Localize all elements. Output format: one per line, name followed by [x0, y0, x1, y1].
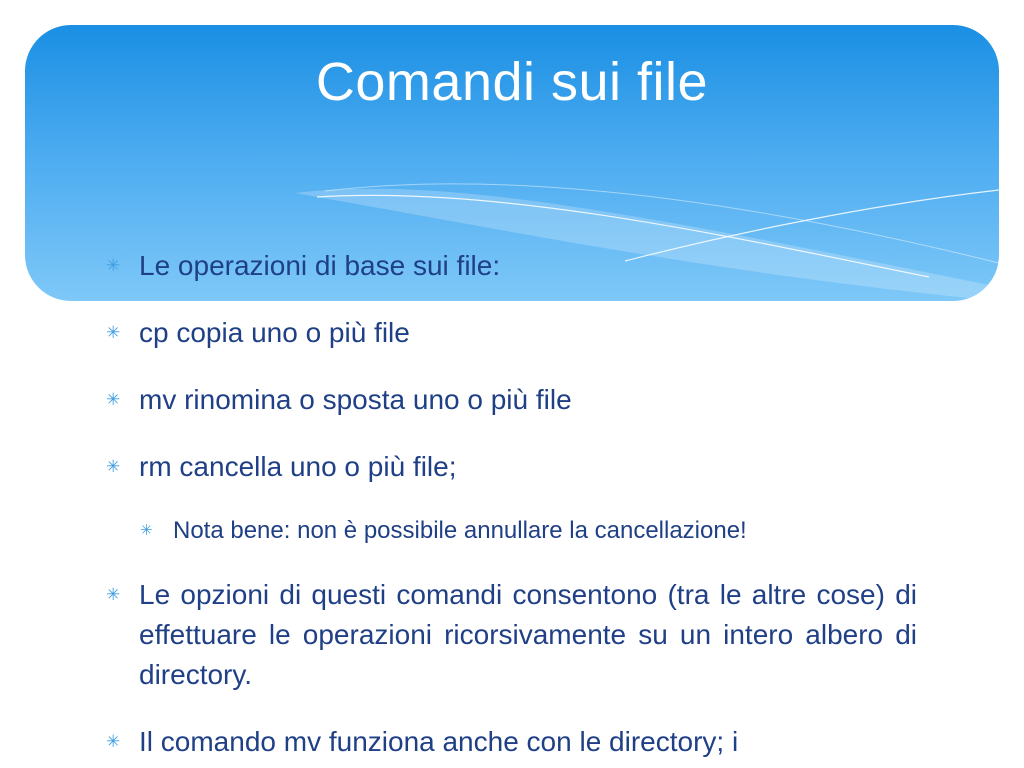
bullet-marker-icon: ✳ [106, 585, 121, 604]
bullet-item [106, 313, 917, 353]
bullet-text: rm cancella uno o più file; [139, 451, 457, 482]
bullet-item [106, 380, 917, 420]
bullet-marker-icon: ✳ [140, 522, 153, 539]
bullet-text: Le operazioni di base sui file: [139, 250, 501, 281]
bullet-marker-icon: ✳ [106, 323, 121, 342]
sub-bullet-item [140, 514, 917, 548]
bullet-marker-icon: ✳ [106, 390, 121, 409]
bullet-marker-icon: ✳ [106, 732, 121, 751]
bullet-marker-icon: ✳ [106, 457, 121, 476]
bullet-list [106, 246, 917, 768]
bullet-text: mv rinomina o sposta uno o più file [139, 384, 572, 415]
bullet-text: cp copia uno o più file [139, 317, 410, 348]
bullet-text: Nota bene: non è possibile annullare la cancellazione! [173, 517, 747, 544]
bullet-item [106, 575, 917, 695]
bullet-item [106, 246, 917, 286]
bullet-item [106, 447, 917, 487]
bullet-text: Le opzioni di questi comandi consentono (tra le altre cose) di effettuare le operazioni ricorsivamente su un intero albero di directory. [139, 579, 917, 690]
bullet-marker-icon: ✳ [106, 256, 121, 275]
slide-title: Comandi sui file [315, 52, 709, 112]
bullet-text: Il comando mv funziona anche con le directory; i [139, 726, 739, 757]
bullet-item [106, 722, 917, 762]
